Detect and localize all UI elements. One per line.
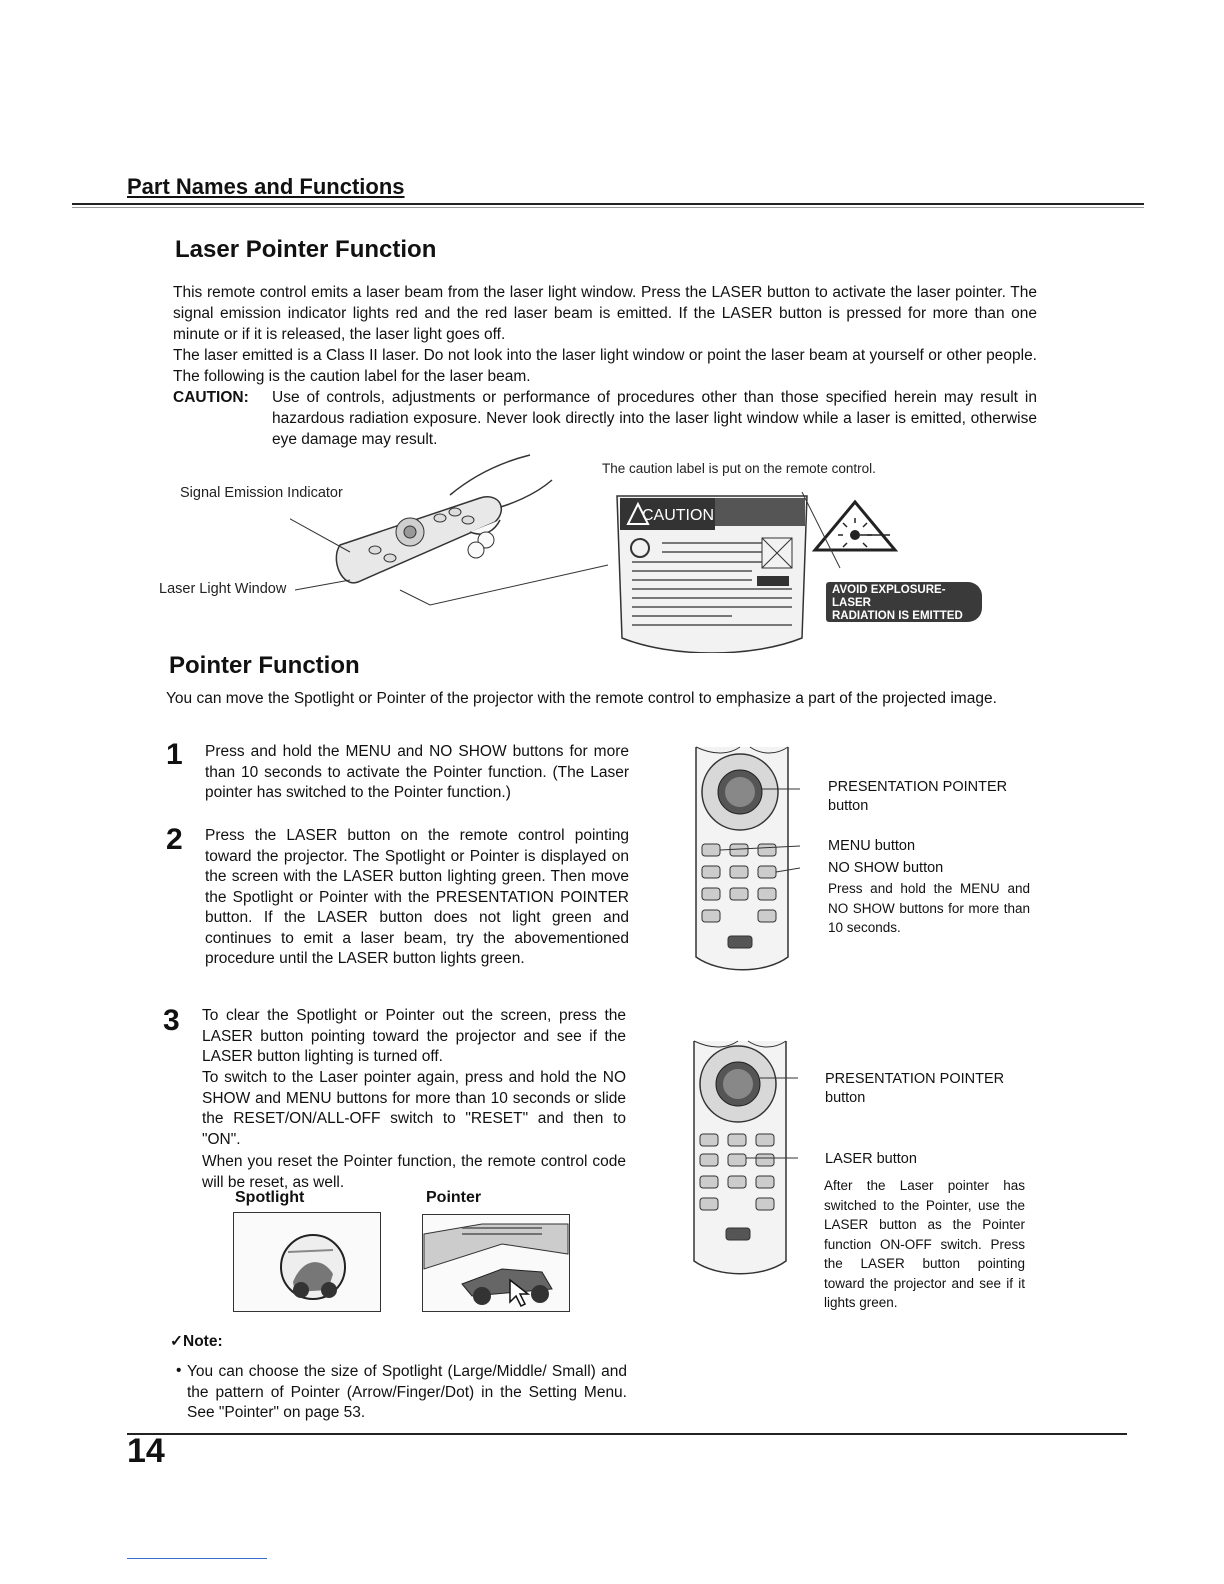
laser-paragraph-1: This remote control emits a laser beam from the laser light window. Press the LASER button to activate the laser pointer. The signal emission indicator lights red and the red laser beam is emitted. If the LASER button is pressed for more than one minute or if it is released, the laser light goes off. [173,284,1037,343]
avoid-line-3: FROM THIS APERTURE [832,623,962,635]
remote-illustration-2 [688,1036,798,1278]
page-number: 14 [127,1432,165,1470]
r2-description: After the Laser pointer has switched to the Pointer, use the LASER button as the Pointer function ON-OFF switch. Press the LASER button pointing toward the projector and see if it lights green. [824,1178,1025,1310]
step-1-text: Press and hold the MENU and NO SHOW buttons for more than 10 seconds to activate the Pointer function. (The Laser pointer has switched to the Pointer function.) [205,743,629,801]
caution-label: CAUTION: [173,389,249,406]
avoid-line-1: AVOID EXPLOSURE-LASER [832,584,946,609]
remote-hand-illustration [290,450,620,620]
bullet-icon: • [176,1362,182,1379]
section-header-title: Part Names and Functions [127,174,405,199]
r1-presentation-pointer-line1: PRESENTATION POINTER [828,779,1008,795]
avoid-line-2: RADIATION IS EMITTED [832,610,963,622]
spotlight-example-image [233,1212,381,1312]
r1-description: Press and hold the MENU and NO SHOW buttons for more than 10 seconds. [828,881,1030,935]
caution-label-caption: The caution label is put on the remote control. [602,461,876,476]
pointer-label: Pointer [426,1189,482,1206]
r1-menu-button-label: MENU button [828,838,916,854]
step-3-text-2: To switch to the Laser pointer again, press and hold the NO SHOW and MENU buttons for more than 10 seconds or slide the RESET/ON/ALL-OFF switch to "RESET" and then to "ON". [202,1069,626,1148]
spotlight-label: Spotlight [235,1189,305,1206]
pointer-intro: You can move the Spotlight or Pointer of the projector with the remote control to emphasize a part of the projected image. [166,690,997,707]
bottom-blue-line [127,1558,267,1559]
caution-label-graphic [612,488,812,653]
caution-text: Use of controls, adjustments or performance of procedures other than those specified herein may result in hazardous radiation exposure. Never look directly into the laser light window while a laser is emitted, otherwise eye damage may result. [272,389,1037,448]
pointer-function-heading: Pointer Function [169,652,360,679]
avoid-exposure-label [826,582,982,635]
step-2-text: Press the LASER button on the remote control pointing toward the projector. The Spotlight or Pointer is displayed on the screen with the LASER button lighting green. Then move the Spotlight or Pointer with the PRESENTATION POINTER button. If the LASER button does not light green and continues to emit a laser beam, try the abovementioned procedure until the LASER button lights green. [205,827,629,967]
footer-rule [127,1433,1127,1435]
laser-warning-icon [800,490,910,590]
step-3-number: 3 [163,1004,180,1037]
r1-presentation-pointer-line2: button [828,798,869,814]
r2-presentation-pointer-line1: PRESENTATION POINTER [825,1071,1005,1087]
remote-illustration-1 [690,742,800,974]
note-heading-text: Note: [183,1333,223,1350]
laser-window-callout: Laser Light Window [159,581,287,597]
note-heading [170,1332,223,1351]
step-3-text: To clear the Spotlight or Pointer out the screen, press the LASER button pointing toward the projector and see if the LASER button lighting is turned off. [202,1007,626,1065]
signal-emission-callout: Signal Emission Indicator [180,485,343,501]
step-1-number: 1 [166,738,183,771]
step-3-text-3: When you reset the Pointer function, the remote control code will be reset, as well. [202,1153,626,1191]
header-rule [72,203,1144,205]
r2-presentation-pointer-line2: button [825,1090,866,1106]
header-rule-thin [72,207,1144,208]
checkmark-icon: ✓ [170,1333,183,1350]
r1-noshow-button-label: NO SHOW button [828,860,944,876]
caution-word: CAUTION [642,507,714,524]
step-2-number: 2 [166,823,183,856]
pointer-example-image [422,1214,570,1312]
r2-laser-button-label: LASER button [825,1151,917,1167]
laser-paragraph-2: The laser emitted is a Class II laser. Do not look into the laser light window or point the laser beam at yourself or other people. The following is the caution label for the laser beam. [173,347,1037,385]
laser-pointer-heading: Laser Pointer Function [175,236,437,263]
note-text: You can choose the size of Spotlight (Large/Middle/ Small) and the pattern of Pointer (Arrow/Finger/Dot) in the Setting Menu. See "Pointer" on page 53. [187,1363,627,1421]
